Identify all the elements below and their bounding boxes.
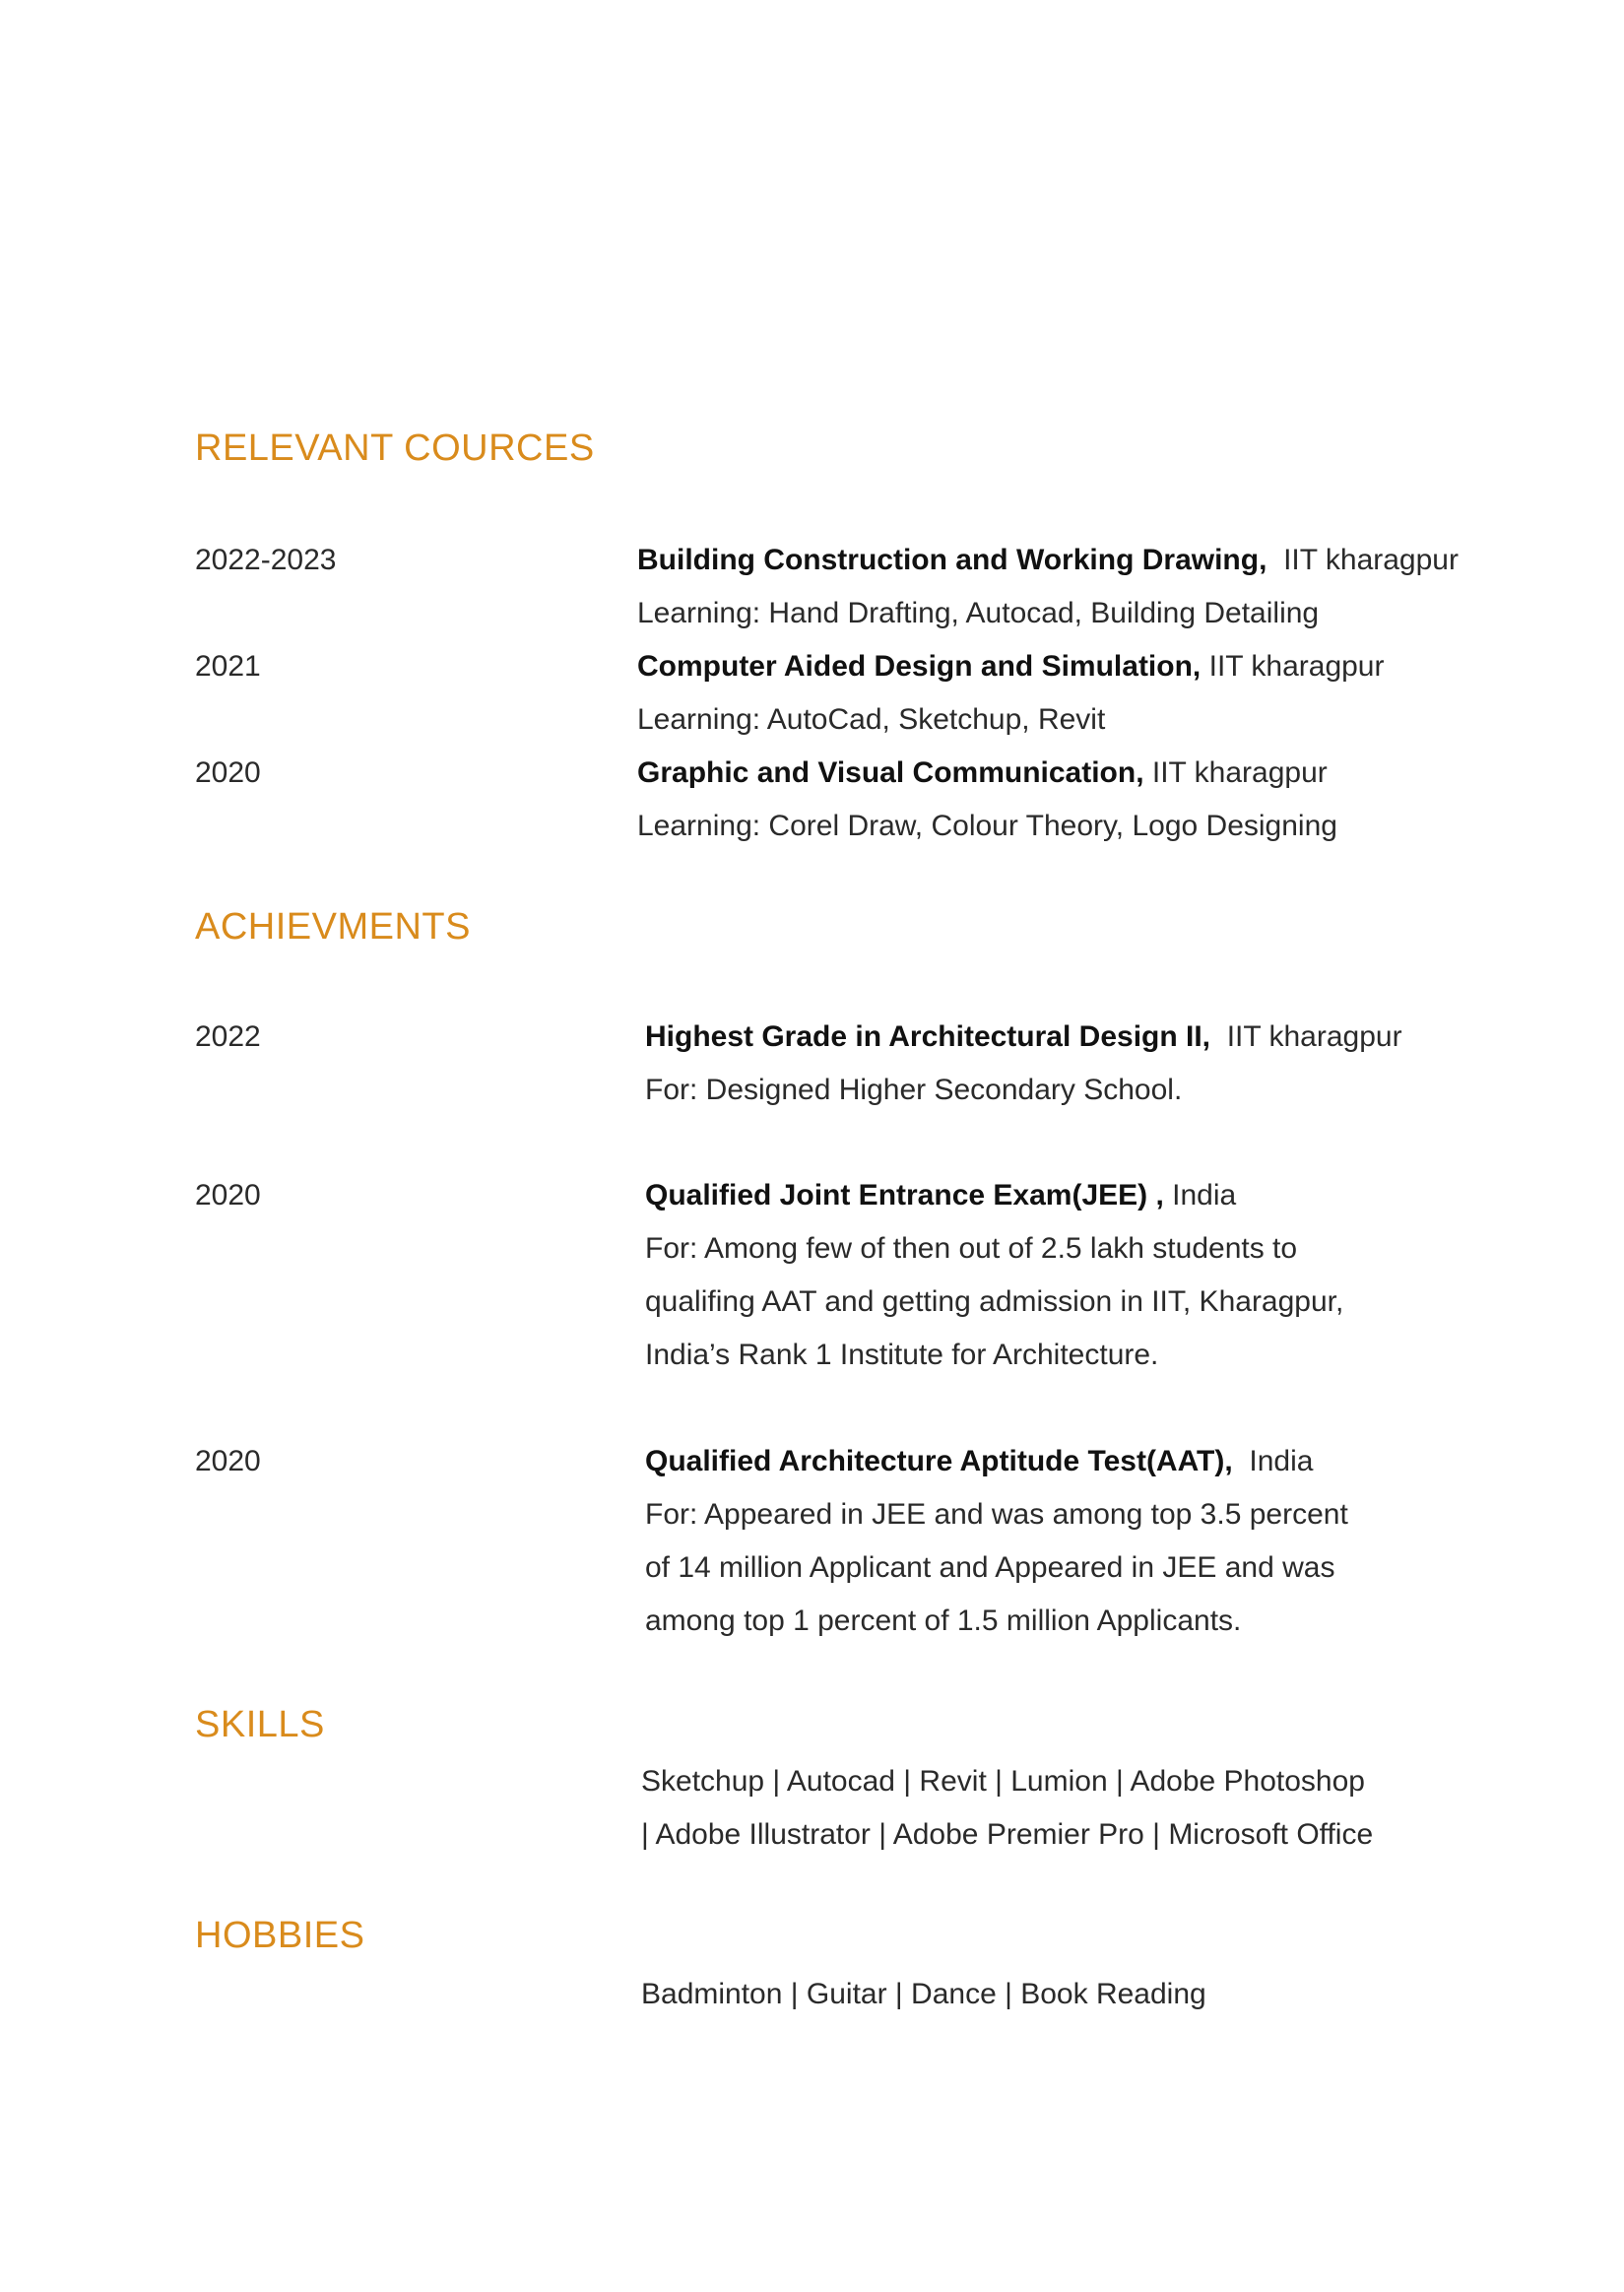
achievement-detail: For: Appeared in JEE and was among top 3.5 percent xyxy=(645,1498,1348,1531)
achievement-detail: among top 1 percent of 1.5 million Applicants. xyxy=(645,1604,1242,1637)
achievement-title-line xyxy=(645,1445,1313,1478)
course-institute: IIT kharagpur xyxy=(1151,756,1328,789)
course-institute: IIT kharagpur xyxy=(1208,650,1385,683)
achievement-title: Qualified Joint Entrance Exam(JEE) , xyxy=(645,1179,1164,1211)
achievement-detail: India’s Rank 1 Institute for Architecture. xyxy=(645,1339,1159,1371)
course-year: 2021 xyxy=(195,650,261,683)
section-heading-skills: SKILLS xyxy=(195,1704,325,1745)
skills-line: | Adobe Illustrator | Adobe Premier Pro | Microsoft Office xyxy=(641,1818,1374,1851)
section-heading-achievements: ACHIEVMENTS xyxy=(195,906,471,948)
section-heading-hobbies: HOBBIES xyxy=(195,1915,365,1956)
achievement-detail: qualifing AAT and getting admission in IIT, Kharagpur, xyxy=(645,1285,1344,1318)
achievement-detail: For: Among few of then out of 2.5 lakh students to xyxy=(645,1232,1298,1265)
course-title: Computer Aided Design and Simulation, xyxy=(637,650,1202,683)
course-year: 2022-2023 xyxy=(195,544,337,576)
achievement-title-line xyxy=(645,1179,1236,1212)
course-institute: IIT kharagpur xyxy=(1283,544,1459,576)
course-detail: Learning: Corel Draw, Colour Theory, Logo Designing xyxy=(637,810,1337,842)
achievement-place: IIT kharagpur xyxy=(1226,1020,1402,1053)
achievement-year: 2020 xyxy=(195,1445,261,1477)
course-detail: Learning: Hand Drafting, Autocad, Building Detailing xyxy=(637,597,1320,629)
achievement-detail: of 14 million Applicant and Appeared in JEE and was xyxy=(645,1551,1335,1584)
achievement-title: Qualified Architecture Aptitude Test(AAT), xyxy=(645,1445,1233,1477)
skills-line: Sketchup | Autocad | Revit | Lumion | Adobe Photoshop xyxy=(641,1765,1365,1798)
hobbies-line: Badminton | Guitar | Dance | Book Reading xyxy=(641,1978,1206,2010)
achievement-detail: For: Designed Higher Secondary School. xyxy=(645,1074,1183,1106)
course-title: Building Construction and Working Drawing, xyxy=(637,544,1267,576)
course-year: 2020 xyxy=(195,756,261,789)
achievement-place: India xyxy=(1172,1179,1237,1211)
course-title-line xyxy=(637,756,1328,790)
course-title-line xyxy=(637,544,1459,577)
section-heading-courses: RELEVANT COURCES xyxy=(195,427,595,469)
course-title-line xyxy=(637,650,1385,684)
achievement-place: India xyxy=(1249,1445,1314,1477)
achievement-year: 2022 xyxy=(195,1020,261,1053)
achievement-year: 2020 xyxy=(195,1179,261,1211)
achievement-title: Highest Grade in Architectural Design II, xyxy=(645,1020,1211,1053)
achievement-title-line xyxy=(645,1020,1402,1054)
course-title: Graphic and Visual Communication, xyxy=(637,756,1144,789)
course-detail: Learning: AutoCad, Sketchup, Revit xyxy=(637,703,1106,736)
